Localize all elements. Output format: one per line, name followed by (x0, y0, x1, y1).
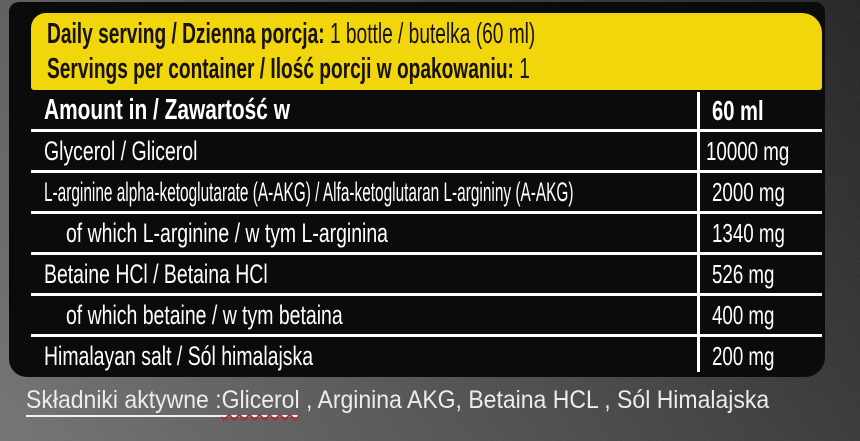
table-row-betaine (31, 296, 822, 334)
ingredient-name-sub: of which L-arginine / w tym L-arginina (66, 217, 388, 248)
ingredient-name: Betaine HCl / Betaina HCl (44, 258, 268, 289)
table-row-betaine-hcl (31, 255, 822, 293)
active-ingredients-caption (26, 386, 791, 415)
active-ingredients-list: , Arginina AKG, Betaina HCL , Sól Himalajska (299, 386, 770, 414)
amount-column-header: Amount in / Zawartość w (44, 94, 290, 126)
servings-per-container-label: Servings per container / Ilość porcji w opakowaniu: (47, 52, 514, 85)
ingredient-name: Glycerol / Glicerol (44, 135, 198, 166)
serving-size-column-header: 60 ml (712, 94, 764, 126)
ingredient-amount: 400 mg (712, 299, 775, 330)
serving-info-header (31, 13, 822, 90)
daily-serving-line (47, 18, 822, 51)
table-row-himalayan-salt (31, 337, 822, 375)
ingredient-name: L-arginine alpha-ketoglutarate (A-AKG) / Alfa-ketoglutaran L-argininy (A-AKG) (44, 176, 574, 207)
table-row-l-arginine (31, 214, 822, 252)
servings-per-container-value: 1 (513, 52, 530, 85)
ingredient-amount: 526 mg (712, 258, 775, 289)
table-header-row (31, 92, 822, 129)
ingredient-name-sub: of which betaine / w tym betaina (66, 299, 343, 330)
supplement-facts-panel (9, 2, 825, 377)
nutrition-table (31, 92, 822, 375)
spellchecked-word: Glicerol (222, 386, 300, 417)
ingredient-amount: 1340 mg (712, 217, 785, 248)
table-row-aakg (31, 173, 822, 211)
ingredient-amount: 10000 mg (706, 135, 790, 166)
table-row-glycerol (31, 132, 822, 170)
ingredient-name: Himalayan salt / Sól himalajska (44, 340, 314, 371)
daily-serving-label: Daily serving / Dzienna porcja: (47, 17, 325, 50)
servings-per-container-line (47, 53, 822, 86)
daily-serving-value: 1 bottle / butelka (60 ml) (324, 17, 536, 50)
column-divider (697, 92, 700, 372)
ingredient-amount: 2000 mg (712, 176, 785, 207)
ingredient-amount: 200 mg (712, 340, 775, 371)
active-ingredients-label: Składniki aktywne : (26, 386, 222, 417)
